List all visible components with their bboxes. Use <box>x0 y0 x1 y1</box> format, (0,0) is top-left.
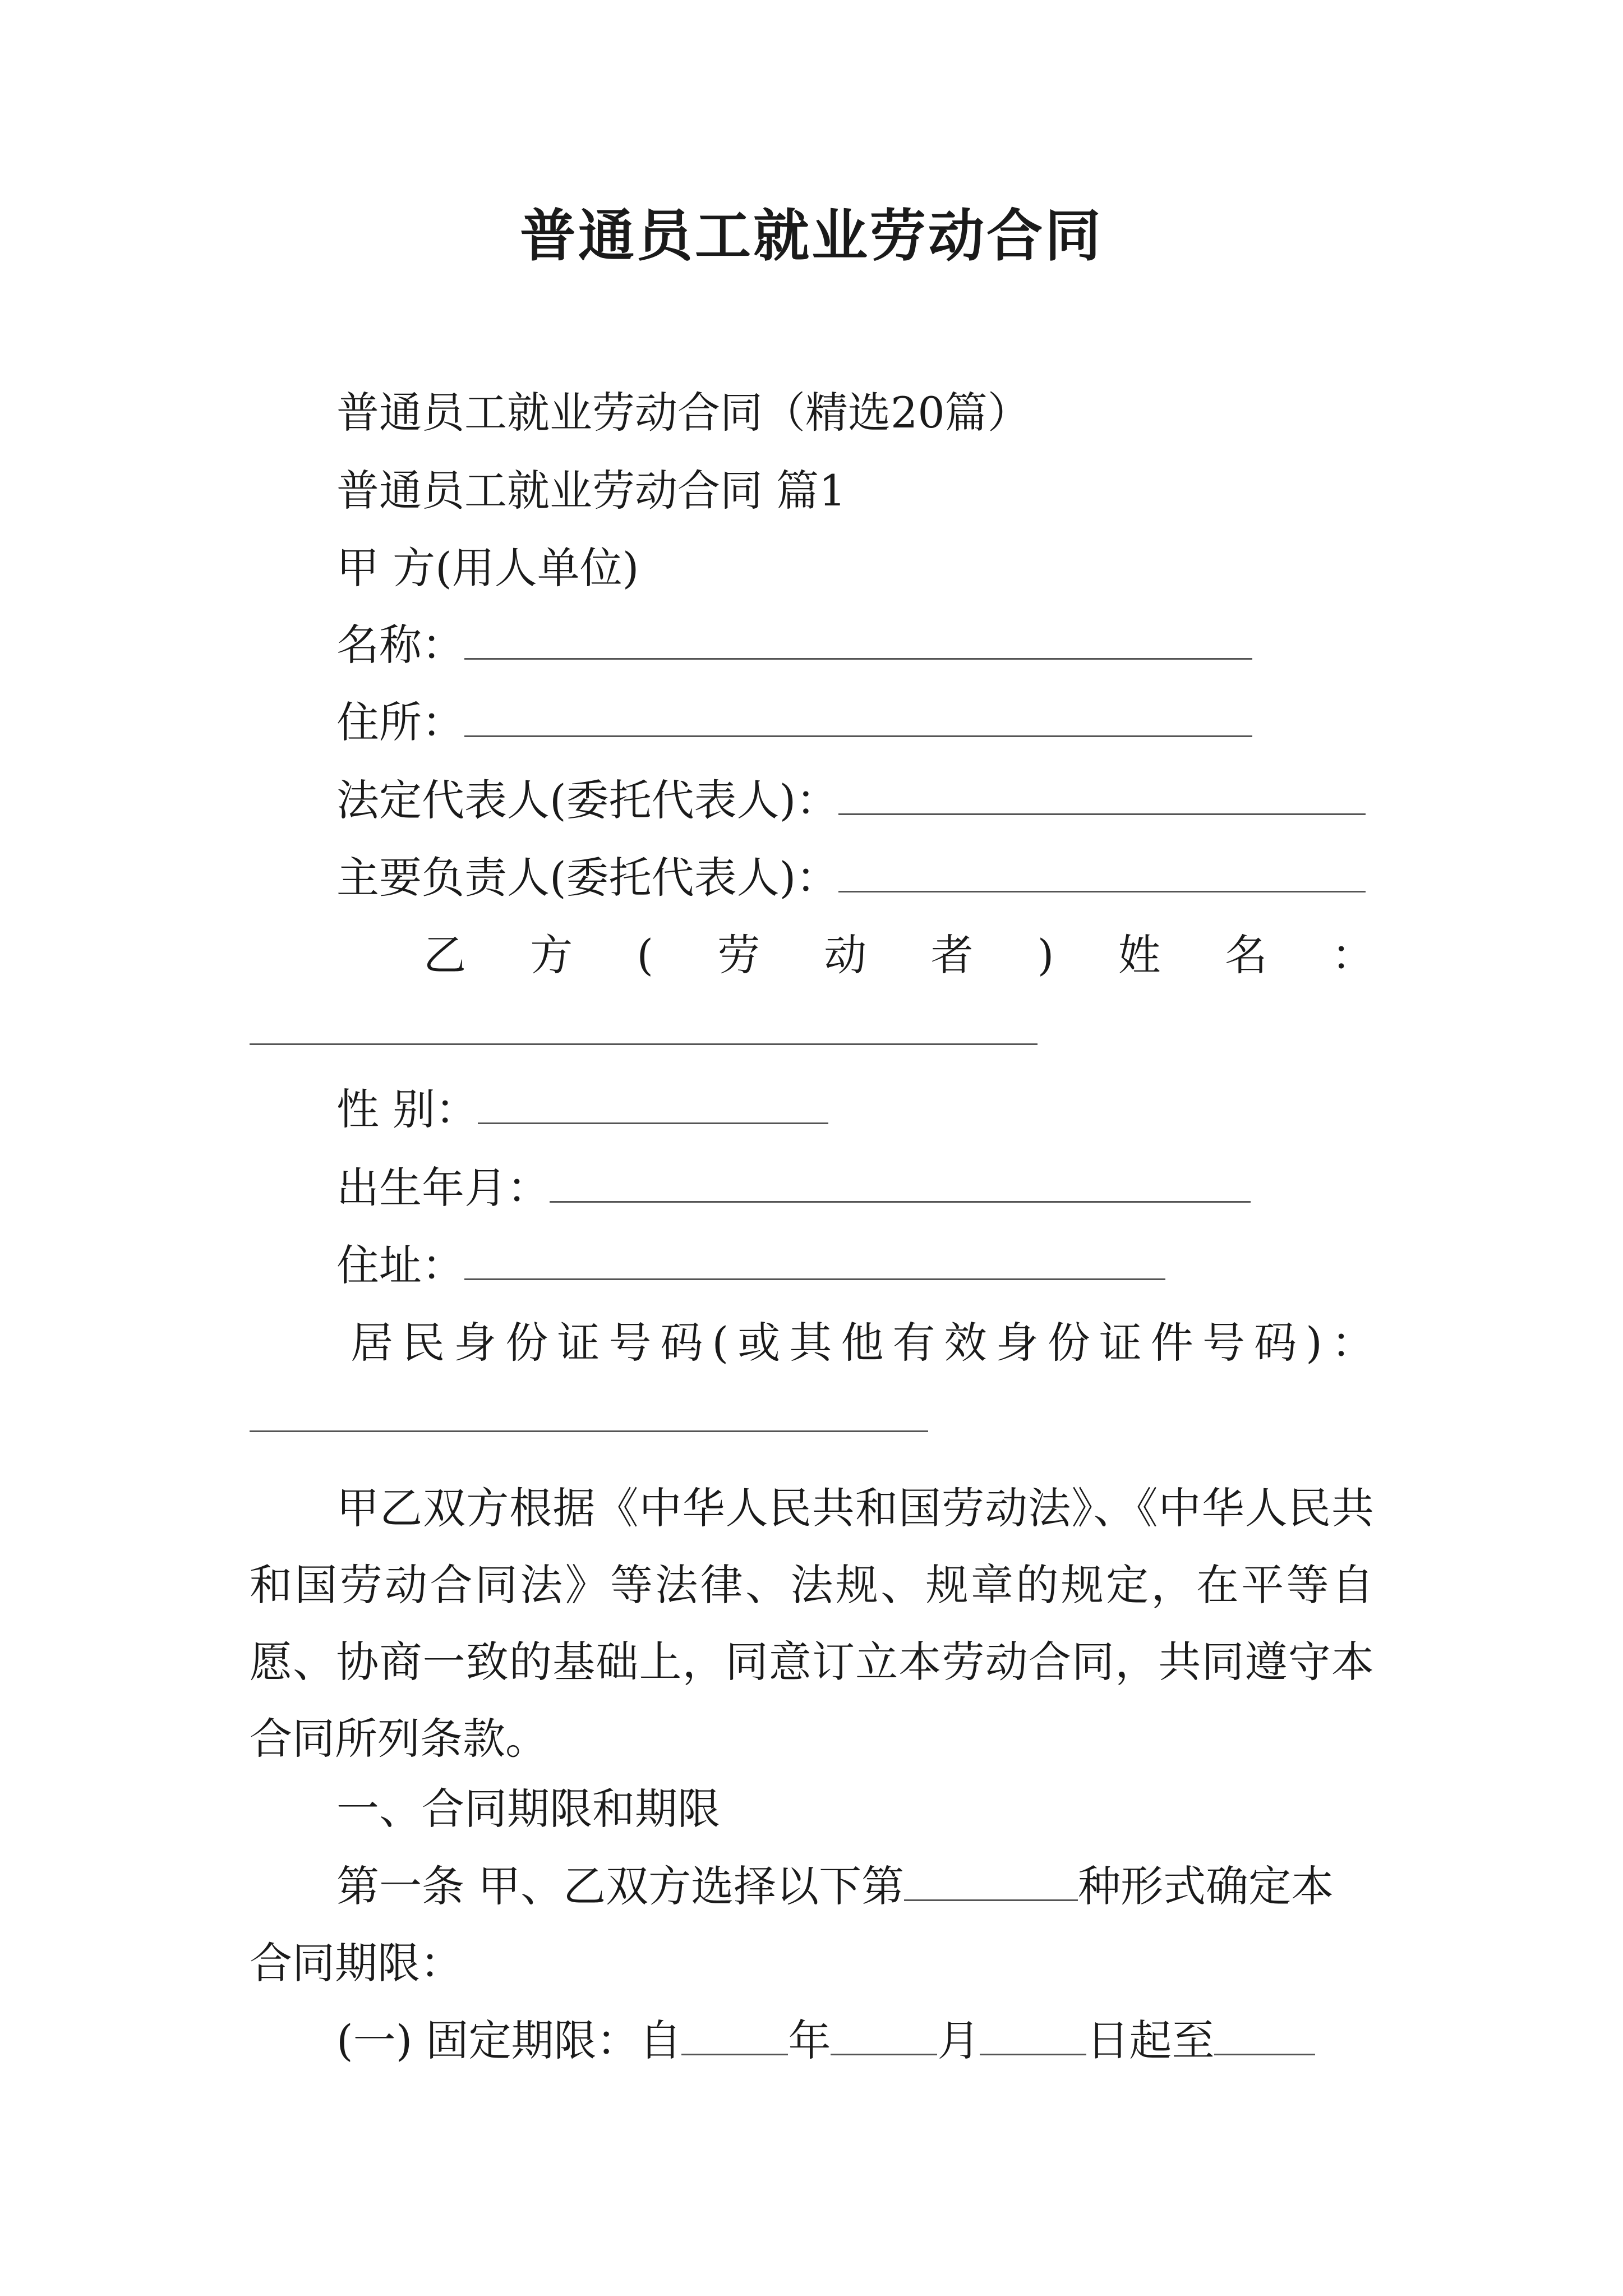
id-char: 身 <box>454 1318 497 1368</box>
id-char: 份 <box>505 1318 548 1368</box>
article-1-row <box>336 1858 1334 1915</box>
party-b-name-field[interactable] <box>250 1043 1038 1045</box>
party-b-gender-field[interactable] <box>478 1087 828 1124</box>
preamble-paragraph: 甲乙双方根据《中华人民共和国劳动法》、《中华人民共和国劳动合同法》等法律、法规、规章的规定，在平等自愿、协商一致的基础上，同意订立本劳动合同，共同遵守本合同所列条款。 <box>250 1483 1374 1764</box>
heading-char: 乙 <box>423 930 466 980</box>
id-char: 码 <box>1254 1318 1297 1368</box>
fixed-term-label: (一) 固定期限：自 <box>336 2016 682 2065</box>
heading-char: 姓 <box>1118 930 1161 980</box>
fixed-term-row <box>336 2013 1315 2069</box>
article-1-text-a: 第一条 甲、乙双方选择以下第 <box>336 1861 905 1911</box>
start-year-field[interactable] <box>681 2018 788 2055</box>
section-1-heading: 一、合同期限和期限 <box>336 1784 720 1834</box>
id-char: 号 <box>608 1318 652 1368</box>
start-month-field[interactable] <box>831 2018 937 2055</box>
heading-char: ) <box>1037 930 1054 980</box>
id-char: 证 <box>1099 1318 1142 1368</box>
party-a-principal-row <box>336 850 1366 906</box>
heading-char: 方 <box>530 930 573 980</box>
id-char: 证 <box>557 1318 600 1368</box>
party-b-name-heading <box>423 927 1374 983</box>
id-char: 其 <box>789 1318 832 1368</box>
party-a-address-label: 住所： <box>336 697 464 747</box>
id-char: 或 <box>737 1318 781 1368</box>
heading-char: 者 <box>930 930 974 980</box>
party-a-principal-field[interactable] <box>838 855 1366 892</box>
party-a-name-row <box>336 617 1252 673</box>
id-char: 有 <box>892 1318 935 1368</box>
subtitle: 普通员工就业劳动合同（精选20篇） <box>336 388 1030 438</box>
day-to-label: 日起至 <box>1086 2016 1215 2065</box>
party-b-id-field[interactable] <box>250 1430 928 1432</box>
party-a-name-label: 名称： <box>336 620 464 670</box>
end-year-field[interactable] <box>1214 2018 1315 2055</box>
party-b-birth-row <box>336 1160 1251 1216</box>
id-char: ) <box>1306 1318 1322 1368</box>
party-a-name-field[interactable] <box>464 622 1252 660</box>
party-b-id-heading <box>351 1315 1374 1371</box>
id-char: 号 <box>1202 1318 1245 1368</box>
id-char: 民 <box>402 1318 445 1368</box>
article-1-continuation: 合同期限： <box>250 1938 463 1988</box>
id-char: ： <box>1331 1318 1374 1368</box>
article-1-text-b: 种形式确定本 <box>1078 1861 1334 1911</box>
party-a-heading: 甲 方(用人单位) <box>336 543 639 593</box>
id-char: 居 <box>351 1318 393 1368</box>
party-a-legal-rep-field[interactable] <box>838 777 1366 815</box>
id-char: 件 <box>1150 1318 1193 1368</box>
party-b-birth-field[interactable] <box>550 1165 1251 1203</box>
id-char: 身 <box>995 1318 1039 1368</box>
id-char: ( <box>712 1318 729 1368</box>
heading-char: 劳 <box>717 930 760 980</box>
start-day-field[interactable] <box>980 2018 1086 2055</box>
party-a-legal-rep-label: 法定代表人(委托代表人)： <box>336 775 839 825</box>
term-option-field[interactable] <box>904 1864 1078 1901</box>
document-title: 普通员工就业劳动合同 <box>520 203 1103 269</box>
heading-char: ( <box>637 930 654 980</box>
party-b-gender-row <box>336 1082 828 1138</box>
id-char: 码 <box>660 1318 703 1368</box>
party-b-address-field[interactable] <box>464 1243 1165 1280</box>
id-char: 效 <box>944 1318 987 1368</box>
heading-char: 名 <box>1224 930 1267 980</box>
party-b-address-label: 住址： <box>336 1240 464 1290</box>
party-b-birth-label: 出生年月： <box>336 1163 550 1213</box>
party-a-principal-label: 主要负责人(委托代表人)： <box>336 853 839 903</box>
party-b-gender-label: 性 别： <box>336 1084 478 1134</box>
party-a-address-field[interactable] <box>464 700 1252 737</box>
year-label: 年 <box>788 2016 831 2065</box>
id-char: 份 <box>1047 1318 1090 1368</box>
party-a-legal-rep-row <box>336 772 1366 829</box>
heading-char: 动 <box>824 930 867 980</box>
chapter-heading: 普通员工就业劳动合同 篇1 <box>336 466 846 516</box>
month-label: 月 <box>937 2016 980 2065</box>
party-b-address-row <box>336 1237 1165 1294</box>
heading-char: ： <box>1331 930 1374 980</box>
id-char: 他 <box>841 1318 884 1368</box>
party-a-address-row <box>336 694 1252 751</box>
